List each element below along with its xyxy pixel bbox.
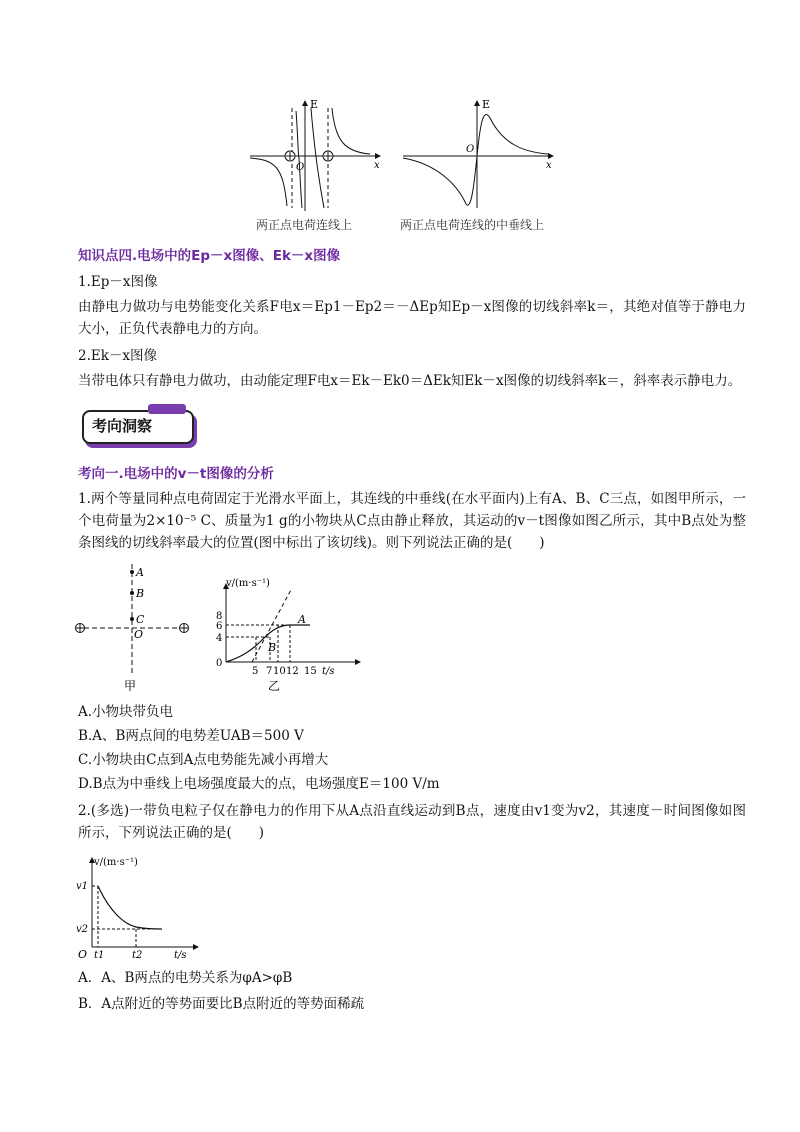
- svg-text:A: A: [136, 566, 144, 579]
- top-figure-right: [398, 96, 558, 214]
- svg-text:乙: 乙: [268, 679, 281, 693]
- section4-heading: 知识点四.电场中的Ep－x图像、Ek－x图像: [78, 248, 341, 264]
- figure-yi: [212, 562, 362, 694]
- svg-text:6: 6: [216, 621, 223, 632]
- svg-text:O: O: [78, 948, 88, 961]
- svg-text:t2: t2: [132, 950, 143, 961]
- svg-text:O: O: [134, 628, 144, 641]
- item1-title: 1.Ep－x图像: [78, 274, 158, 290]
- caption-left: 两正点电荷连线上: [256, 218, 353, 232]
- svg-text:B: B: [136, 587, 145, 600]
- svg-text:7: 7: [266, 666, 273, 677]
- figure-jia: [70, 562, 200, 692]
- svg-text:10: 10: [273, 666, 286, 677]
- item2-text: 当带电体只有静电力做功，由动能定理F电x＝Ek－Ek0＝ΔEk知Ek－x图像的切线斜率k＝，斜率表示静电力。: [78, 373, 742, 389]
- svg-text:0: 0: [216, 658, 223, 669]
- top-figure-left: [240, 96, 390, 214]
- svg-text:t1: t1: [94, 950, 105, 961]
- svg-text:t/s: t/s: [174, 950, 187, 961]
- q1-option-c: C.小物块由C点到A点电势能先减小再增大: [78, 752, 329, 768]
- svg-text:v1: v1: [76, 881, 89, 892]
- q1-text: 1.两个等量同种点电荷固定于光滑水平面上，其连线的中垂线(在水平面内)上有A、B、C三点，如图甲所示，一个电荷量为2×10⁻⁵ C、质量为1 g的小物块从C点由静止释放，其运动的v－t图像如图乙所示，其中B点处为整条图线的切线斜率最大的位置(图中标出了该切线)。则下列说法正确的是( ): [78, 491, 746, 551]
- svg-text:x: x: [374, 160, 380, 171]
- svg-text:8: 8: [216, 611, 223, 622]
- figure-q2: [74, 852, 204, 964]
- svg-text:v2: v2: [76, 924, 89, 935]
- svg-text:A: A: [298, 613, 306, 626]
- banner-badge: [78, 404, 194, 444]
- svg-text:O: O: [466, 144, 475, 155]
- svg-text:15: 15: [304, 666, 317, 677]
- svg-text:B: B: [268, 641, 277, 654]
- q1-option-a: A.小物块带负电: [78, 704, 174, 720]
- svg-text:t/s: t/s: [322, 666, 335, 677]
- svg-text:O: O: [296, 162, 305, 173]
- svg-text:C: C: [136, 613, 145, 626]
- svg-text:5: 5: [252, 666, 259, 677]
- item2-title: 2.Ek－x图像: [78, 348, 158, 364]
- caption-right: 两正点电荷连线的中垂线上: [400, 218, 545, 232]
- q2-text: 2.(多选)一带负电粒子仅在静电力的作用下从A点沿直线运动到B点，速度由v1变为v2，其速度－时间图像如图所示，下列说法正确的是( ): [78, 803, 746, 841]
- item1-text: 由静电力做功与电势能变化关系F电x＝Ep1－Ep2＝－ΔEp知Ep－x图像的切线斜率k＝，其绝对值等于静电力大小，正负代表静电力的方向。: [78, 299, 746, 337]
- q1-option-b: B.A、B两点间的电势差UAB＝500 V: [78, 728, 304, 744]
- direction1-heading: 考向一.电场中的v－t图像的分析: [78, 466, 274, 482]
- banner-label: 考向洞察: [92, 417, 153, 435]
- svg-text:v/(m·s⁻¹): v/(m·s⁻¹): [226, 578, 270, 589]
- q2-option-b: B．A点附近的等势面要比B点附近的等势面稀疏: [78, 996, 365, 1012]
- svg-text:4: 4: [216, 633, 223, 644]
- svg-text:12: 12: [286, 666, 299, 677]
- svg-text:v/(m·s⁻¹): v/(m·s⁻¹): [94, 857, 138, 868]
- q2-option-a: A．A、B两点的电势关系为φA>φB: [78, 970, 293, 986]
- svg-text:E: E: [482, 98, 491, 111]
- svg-text:x: x: [546, 160, 552, 171]
- q1-option-d: D.B点为中垂线上电场强度最大的点，电场强度E＝100 V/m: [78, 776, 440, 792]
- svg-text:甲: 甲: [124, 679, 137, 692]
- svg-text:E: E: [310, 98, 319, 111]
